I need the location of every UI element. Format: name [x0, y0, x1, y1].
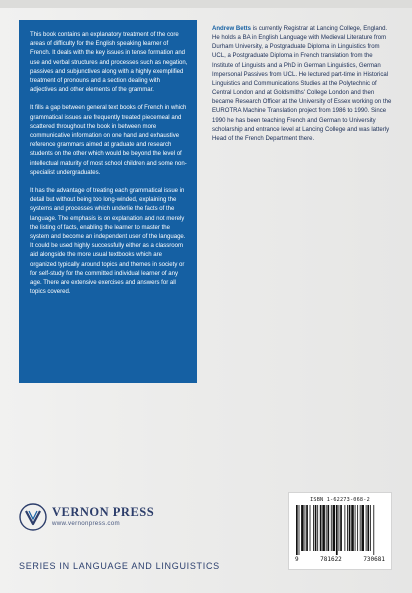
barcode-digit-group-1: 781622: [320, 556, 342, 563]
barcode-bar: [320, 505, 322, 551]
description-paragraph-2: It fills a gap between general text books of French in which grammatical issues are frequently treated piecemeal and scattered throughout the book in between more communicative information on one hand and exhaustive reference grammars aimed at graduate and research students on the other which would be beyond the level of intellectual maturity of most school children and some non-specialist undergraduates.: [30, 105, 187, 176]
barcode-bar: [339, 505, 340, 551]
barcode-bar: [326, 505, 327, 551]
publisher-name: VERNON PRESS: [52, 505, 155, 519]
vernon-press-logo-icon: [19, 503, 47, 531]
barcode-bar: [301, 505, 304, 551]
barcode-bar: [344, 505, 345, 551]
barcode-digit-lead: 9: [295, 556, 299, 563]
description-paragraph-1: This book contains an explanatory treatment of the core areas of difficulty for the English speaking learner of French. It deals with the key issues in tense formation and use and verbal structures and processes such as negation, passives and subjunctives along with a highly exemplified treatment of pronouns and a section dealing with adjectives and other elements of the grammar.: [30, 32, 188, 94]
barcode-bar: [361, 505, 364, 551]
barcode-bar: [313, 505, 314, 551]
barcode-bar: [367, 505, 369, 551]
isbn-label: ISBN 1-62273-068-2: [310, 497, 370, 503]
series-title: SERIES IN LANGUAGE AND LINGUISTICS: [19, 561, 220, 571]
publisher-url: www.vernonpress.com: [52, 520, 120, 527]
barcode-digits: [295, 556, 385, 563]
barcode-bar: [306, 505, 308, 551]
barcode-digit-group-2: 730681: [363, 556, 385, 563]
barcode-bar: [351, 505, 354, 551]
author-bio: [212, 25, 394, 144]
barcode-bar: [366, 505, 367, 551]
barcode-bar: [357, 505, 358, 551]
barcode-bar: [373, 505, 374, 555]
barcode-bar: [317, 505, 318, 551]
barcode-bar: [331, 505, 332, 551]
author-bio-text: is currently Registrar at Lancing College, England. He holds a BA in English Language with Medieval Literature from Durham University, a Postgraduate Diploma in Linguistics from UCL, a Postgraduate Diploma in French translation from the Institute of Linguists and a PhD in German Linguistics, German Impersonal Passives from UCL. He lectured part-time in Historical Linguistics and Communications Studies at the Polytechnic of Central London and at Goldsmiths' College London and then became Research Officer at the University of Essex working on the EUROTRA Machine Translation project from 1986 to 1990. Since 1990 he has been teaching French and German to University scholarship and entrance level at Lancing College and was latterly Head of the French Department there.: [212, 26, 392, 142]
barcode-bar: [310, 505, 311, 551]
barcode-bar: [370, 505, 371, 551]
barcode-bar: [336, 505, 338, 555]
barcode-bar: [322, 505, 325, 551]
barcode-bar: [360, 505, 361, 551]
barcode-bar: [340, 505, 342, 551]
barcode-bar: [315, 505, 317, 551]
barcode-bar: [296, 505, 298, 555]
barcode-bar: [347, 505, 348, 551]
barcode-bar: [299, 505, 300, 555]
barcode-bar: [349, 505, 351, 551]
barcode-bar: [327, 505, 329, 551]
publisher-logo: [19, 503, 259, 533]
barcode-icon: [295, 505, 387, 555]
barcode-bar: [333, 505, 336, 551]
author-name: Andrew Betts: [212, 26, 251, 32]
barcode-panel: [288, 492, 392, 570]
barcode-bar: [305, 505, 306, 551]
description-panel: [19, 20, 197, 383]
description-paragraph-3: It has the advantage of treating each grammatical issue in detail but without being too long-winded, explaining the systems and processes which underlie the facts of the language. The emphasis is on explanation and not merely the listing of facts, enabling the learner to master the system and become an independent user of the language. It could be used highly successfully either as a classroom aid alongside the more usual textbooks which are organized typically around topics and themes in society or for self-study for the committed individual learner of any age. There are extensive exercises and answers for all topics covered.: [30, 188, 186, 296]
barcode-bar: [355, 505, 356, 551]
